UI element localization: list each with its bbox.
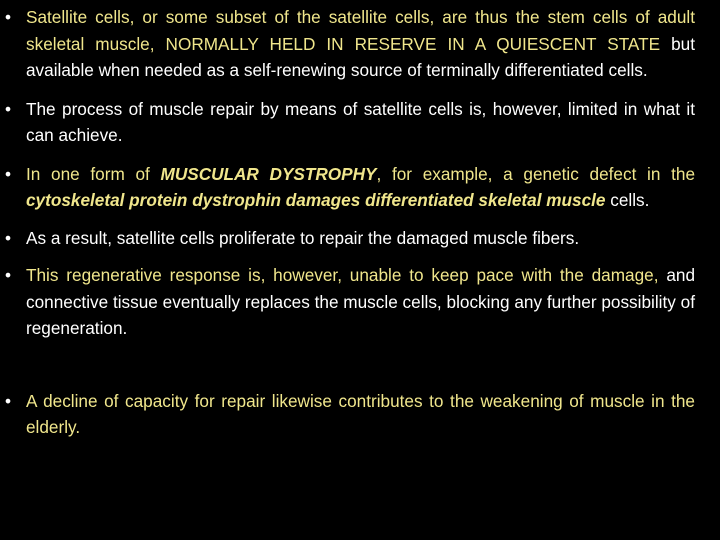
bullet-text: A decline of capacity for repair likewise contributes to the weakening of muscle in the elderly. xyxy=(26,390,695,437)
bullet-item-regenerative-response xyxy=(5,262,695,342)
bullet-list xyxy=(5,4,695,441)
bullet-text: but available when needed as a self-renewing source of terminally differentiated cells. xyxy=(26,33,696,80)
bullet-item-muscle-repair xyxy=(5,96,695,149)
bullet-dot-icon: • xyxy=(5,390,12,411)
bullet-dot-icon: • xyxy=(5,265,12,285)
bullet-dot-icon: • xyxy=(5,98,12,119)
highlight-term: MUSCULAR DYSTROPHY xyxy=(160,163,377,184)
bullet-item-satellite-cells xyxy=(5,4,695,84)
bullet-text: and connective tissue eventually replaces the muscle cells, blocking any further possibility of regeneration. xyxy=(26,265,696,338)
bullet-item-muscular-dystrophy xyxy=(5,161,695,214)
bullet-dot-icon: • xyxy=(5,163,12,184)
highlight-text: NORMALLY HELD IN RESERVE IN A QUIESCENT STATE xyxy=(165,33,661,54)
bullet-text: The process of muscle repair by means of satellite cells is, however, limited in what it can achieve. xyxy=(26,98,695,145)
bullet-text: Satellite cells, or some subset of the satellite cells, are thus the stem cells of adult skeletal muscle, xyxy=(26,7,695,54)
bullet-item-proliferate xyxy=(5,225,695,252)
bullet-item-elderly xyxy=(5,388,695,441)
bullet-dot-icon: • xyxy=(5,227,12,248)
highlight-term: cytoskeletal protein dystrophin damages differentiated skeletal muscle xyxy=(26,190,606,210)
bullet-text: cells. xyxy=(605,190,650,210)
bullet-text: , for example, a genetic defect in the xyxy=(376,163,695,184)
bullet-dot-icon: • xyxy=(5,7,12,27)
bullet-text: As a result, satellite cells proliferate to repair the damaged muscle fibers. xyxy=(26,227,580,248)
bullet-text: In one form of xyxy=(26,163,161,184)
bullet-text: This regenerative response is, however, unable to keep pace with the damage, xyxy=(26,265,659,285)
